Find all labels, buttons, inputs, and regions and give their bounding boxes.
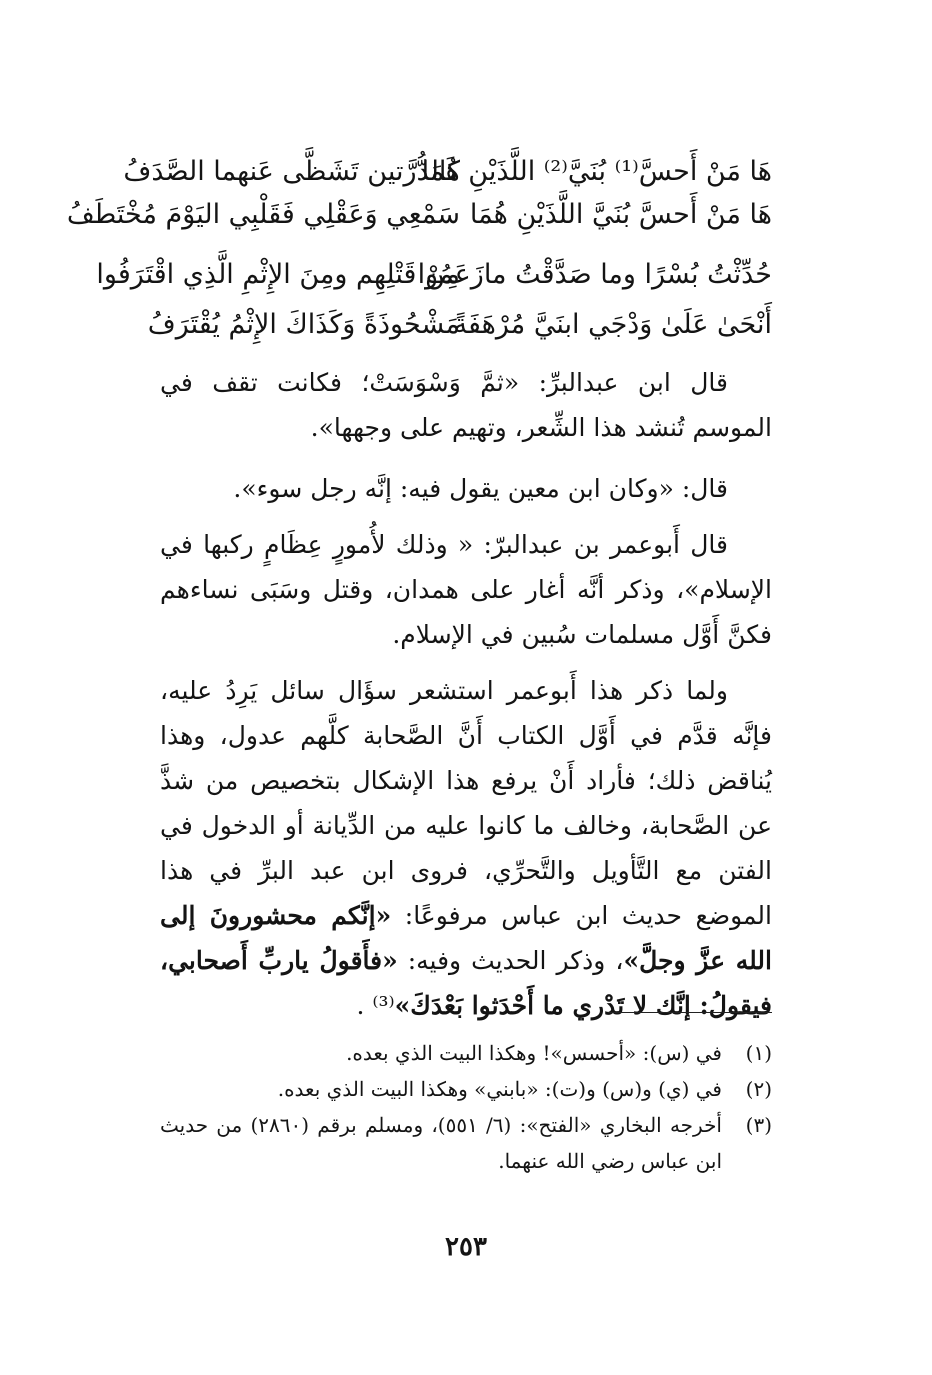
- poem-verse-1: [123, 153, 772, 191]
- paragraph-3: [160, 522, 772, 657]
- footnote-text: في (ي) و(س) و(ت): «بابني» وهكذا البيت الذي بعده.: [277, 1077, 722, 1101]
- paragraph-text: ، وذكر الحديث وفيه:: [407, 946, 624, 975]
- footnote-text: أخرجه البخاري «الفتح»: (٦/ ٥٥١)، ومسلم برقم (٢٨٦٠) من حديث ابن عباس رضي الله عنهما.: [160, 1113, 722, 1173]
- paragraph-text: قال: «وكان ابن معين يقول فيه: إنَّه رجل سوء».: [233, 474, 728, 503]
- footnote-reference: ⁽³⁾ .: [356, 991, 395, 1020]
- footnote-number: (٣): [745, 1113, 772, 1137]
- footnote-3: [160, 1107, 772, 1179]
- poem-verse-4: [147, 306, 772, 344]
- verse-second-hemistich: مِنْ قَتْلِهِم ومِنَ الإِثْمِ الَّذِي اقْتَرَفُوا: [96, 259, 460, 290]
- paragraph-4: [160, 668, 772, 1028]
- verse-first-hemistich: أَنْحَىٰ عَلَىٰ وَدْجَي ابنَيَّ مُرْهَفَةً: [453, 309, 772, 340]
- paragraph-2: [160, 466, 772, 511]
- paragraph-text: قال ابن عبدالبرِّ: «ثمَّ وَسْوَسَتْ؛ فكانت تقف في الموسم تُنشد هذا الشِّعر، وتهيم على وجهها».: [160, 368, 772, 442]
- hadith-quote-2: «فأَقولُ ياربِّ أَصحابي، فيقولُ: إنَّك لا تَدْري ما أَحْدَثوا بَعْدَكَ»: [160, 946, 772, 1020]
- poem-verse-2: [66, 196, 772, 234]
- verse-second-hemistich: مَشْحُوذَةً وَكَذَاكَ الإِثْمُ يُقْتَرَفُ: [147, 309, 460, 340]
- verse-first-hemistich: هَا مَنْ أَحسَّ بُنَيَّ اللَّذَيْنِ هُمَا: [469, 199, 772, 230]
- footnote-number: (٢): [745, 1077, 772, 1101]
- footnote-text: في (س): «أحسس»! وهكذا البيت الذي بعده.: [346, 1041, 722, 1065]
- poem-verse-3: [96, 256, 772, 294]
- verse-second-hemistich: سَمْعِي وَعَقْلِي فَقَلْبِي اليَوْمَ مُخْتَطَفُ: [66, 199, 460, 230]
- verse-second-hemistich: كَالدُّرَّتين تَشَظَّى عَنهما الصَّدَفُ: [123, 156, 460, 187]
- paragraph-text: ولما ذكر هذا أَبوعمر استشعر سؤَال سائل يَرِدُ عليه، فإنَّه قدَّم في أَوَّل الكتاب أَنَّ الصَّحابة كلَّهم عدول، وهذا يُناقض ذلك؛ فأراد أَنْ يرفع هذا الإشكال بتخصيص من شذَّ عن الصَّحابة، وخالف ما كانوا عليه من الدِّيانة أو الدخول في الفتن مع التَّأويل والتَّحرِّي، فروى ابن عبد البرِّ في هذا الموضع حديث ابن عباس مرفوعًا:: [160, 676, 772, 930]
- verse-first-hemistich: هَا مَنْ أَحسَّ⁽¹⁾ بُنَيَّ⁽²⁾ اللَّذَيْنِ هُمَا: [421, 156, 772, 187]
- footnote-separator: [608, 1012, 772, 1013]
- verse-first-hemistich: حُدِّثْتُ بُسْرًا وما صَدَّقْتُ مازَعَمُوا: [417, 259, 772, 290]
- footnote-number: (١): [745, 1041, 772, 1065]
- paragraph-text: قال أَبوعمر بن عبدالبرّ: « وذلك لأُمورٍ عِظَامٍ ركبها في الإسلام»، وذكر أنَّه أغار على همدان، وقتل وسَبَى نساءهم فكنَّ أَوَّل مسلمات سُبين في الإسلام.: [160, 530, 772, 649]
- paragraph-1: [160, 360, 772, 450]
- footnote-1: [160, 1035, 772, 1071]
- hadith-quote-1: «إنَّكم محشورونَ إلى الله عزَّ وجلَّ»: [160, 901, 772, 975]
- footnote-2: [160, 1071, 772, 1107]
- page-number: ٢٥٣: [445, 1232, 487, 1262]
